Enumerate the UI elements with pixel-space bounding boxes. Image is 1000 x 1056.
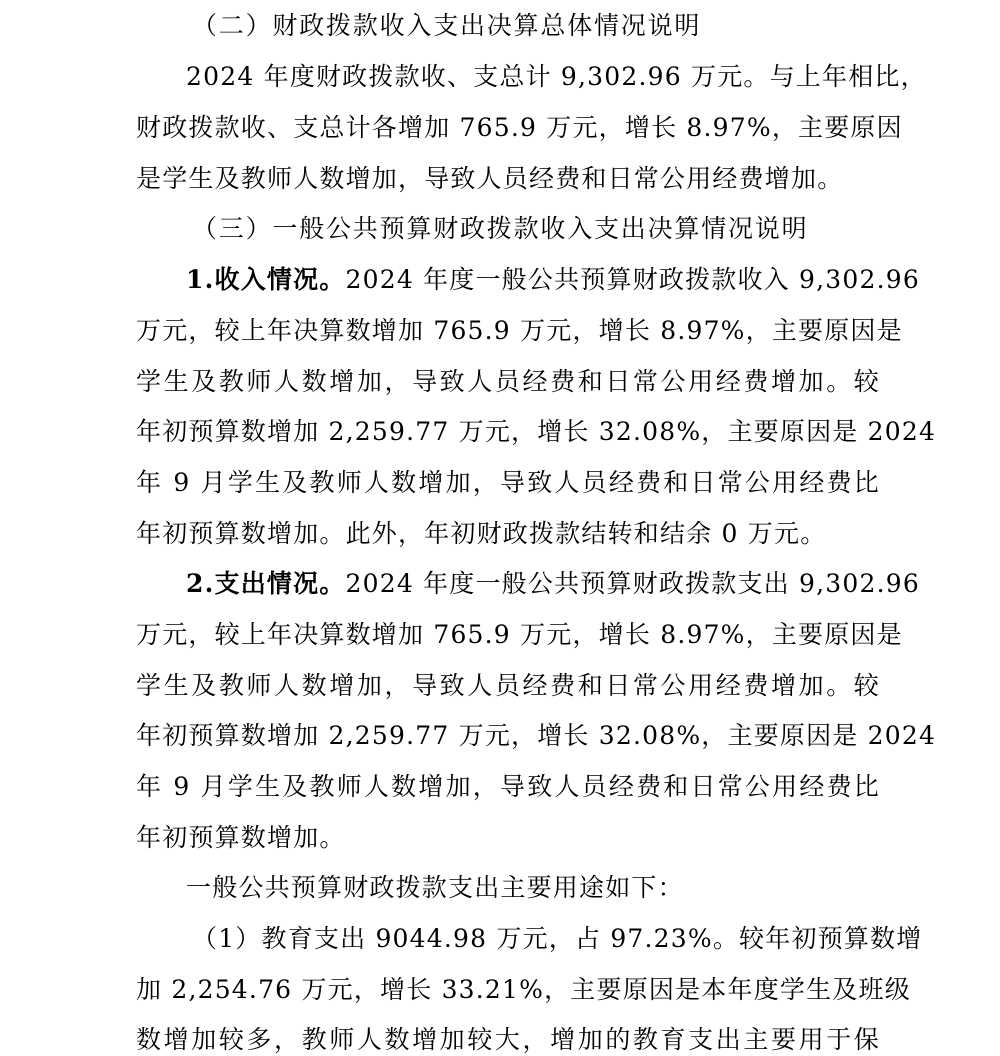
expense-line-3: 学生及教师人数增加，导致人员经费和日常公用经费增加。较 xyxy=(136,671,880,700)
income-label: 1.收入情况。 xyxy=(186,265,346,294)
income-line-2: 万元，较上年决算数增加 765.9 万元，增长 8.97%，主要原因是 xyxy=(136,316,903,345)
expense-line-6: 年初预算数增加。 xyxy=(136,823,346,852)
para-2-line-3: 是学生及教师人数增加，导致人员经费和日常公用经费增加。 xyxy=(136,164,844,193)
education-line-1: （1）教育支出 9044.98 万元，占 97.23%。较年初预算数增 xyxy=(192,924,923,953)
income-line-5: 年 9 月学生及教师人数增加，导致人员经费和日常公用经费比 xyxy=(136,468,880,497)
section-heading-3: （三）一般公共预算财政拨款收入支出决算情况说明 xyxy=(192,214,809,243)
education-line-2: 加 2,254.76 万元，增长 33.21%，主要原因是本年度学生及班级 xyxy=(136,975,911,1004)
income-line-4: 年初预算数增加 2,259.77 万元，增长 32.08%，主要原因是 2024 xyxy=(136,417,937,446)
expense-first-line-text: 2024 年度一般公共预算财政拨款支出 9,302.96 xyxy=(345,569,920,598)
section-heading-2: （二）财政拨款收入支出决算总体情况说明 xyxy=(192,11,702,40)
income-first-line-text: 2024 年度一般公共预算财政拨款收入 9,302.96 xyxy=(345,265,920,294)
expense-label: 2.支出情况。 xyxy=(186,569,346,598)
income-line-1 xyxy=(186,264,920,296)
expense-line-5: 年 9 月学生及教师人数增加，导致人员经费和日常公用经费比 xyxy=(136,772,880,801)
income-line-6: 年初预算数增加。此外，年初财政拨款结转和结余 0 万元。 xyxy=(136,519,827,548)
expense-line-1 xyxy=(186,568,920,600)
expense-line-2: 万元，较上年决算数增加 765.9 万元，增长 8.97%，主要原因是 xyxy=(136,620,903,649)
expense-line-4: 年初预算数增加 2,259.77 万元，增长 32.08%，主要原因是 2024 xyxy=(136,721,937,750)
para-2-line-2: 财政拨款收、支总计各增加 765.9 万元，增长 8.97%，主要原因 xyxy=(136,113,903,142)
uses-intro: 一般公共预算财政拨款支出主要用途如下： xyxy=(186,873,684,902)
para-2-line-1: 2024 年度财政拨款收、支总计 9,302.96 万元。与上年相比， xyxy=(186,62,927,91)
education-line-3: 数增加较多，教师人数增加较大，增加的教育支出主要用于保 xyxy=(136,1025,880,1054)
income-line-3: 学生及教师人数增加，导致人员经费和日常公用经费增加。较 xyxy=(136,367,880,396)
